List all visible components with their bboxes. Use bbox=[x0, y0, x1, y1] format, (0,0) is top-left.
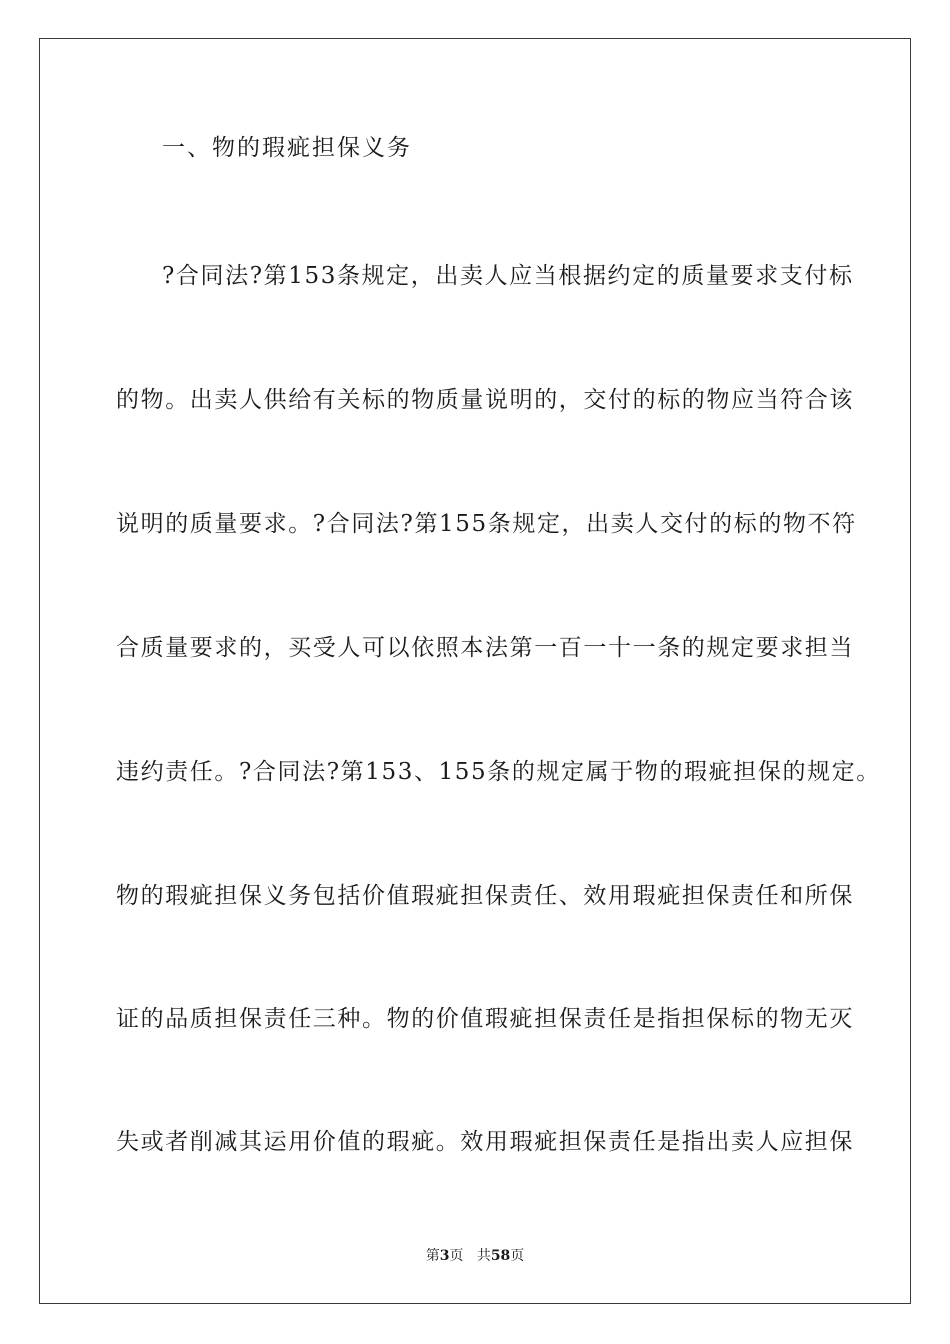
footer-total-suffix: 页 bbox=[510, 1248, 525, 1264]
paragraph-line-5: 违约责任。?合同法?第153、155条的规定属于物的瑕疵担保的规定。 bbox=[116, 759, 881, 785]
page-footer bbox=[0, 1246, 950, 1266]
paragraph-line-3: 说明的质量要求。?合同法?第155条规定，出卖人交付的标的物不符 bbox=[116, 511, 857, 537]
footer-total-prefix: 共 bbox=[476, 1248, 491, 1264]
paragraph-line-6: 物的瑕疵担保义务包括价值瑕疵担保责任、效用瑕疵担保责任和所保 bbox=[116, 883, 854, 909]
footer-page-suffix: 页 bbox=[449, 1248, 464, 1264]
footer-page-number: 3 bbox=[439, 1248, 450, 1264]
paragraph-line-1: ?合同法?第153条规定，出卖人应当根据约定的质量要求支付标 bbox=[162, 263, 854, 289]
page-frame bbox=[39, 38, 911, 1304]
footer-page-prefix: 第 bbox=[425, 1248, 440, 1264]
paragraph-line-2: 的物。出卖人供给有关标的物质量说明的，交付的标的物应当符合该 bbox=[116, 387, 854, 413]
paragraph-line-8: 失或者削减其运用价值的瑕疵。效用瑕疵担保责任是指出卖人应担保 bbox=[116, 1129, 854, 1155]
paragraph-line-7: 证的品质担保责任三种。物的价值瑕疵担保责任是指担保标的物无灭 bbox=[116, 1006, 854, 1032]
footer-total-pages: 58 bbox=[490, 1248, 511, 1264]
paragraph-line-4: 合质量要求的，买受人可以依照本法第一百一十一条的规定要求担当 bbox=[116, 635, 854, 661]
section-heading: 一、物的瑕疵担保义务 bbox=[162, 135, 412, 161]
